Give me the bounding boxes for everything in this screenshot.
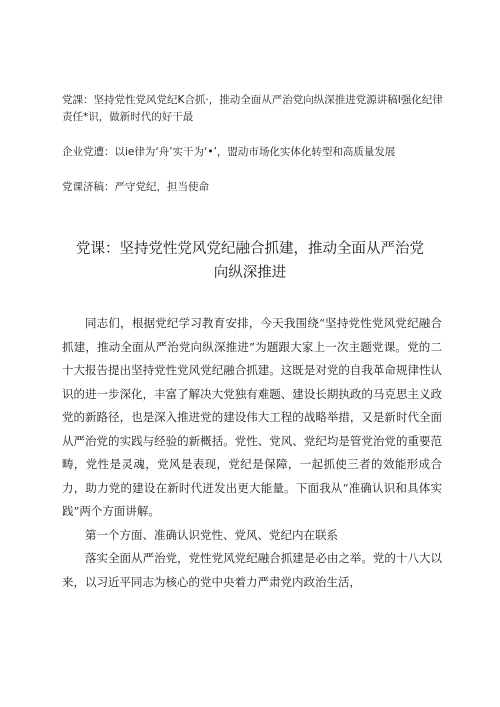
related-articles-list	[62, 92, 452, 214]
section-heading: 第一个方面、准确认识党性、党风、党纪内在联系	[85, 527, 338, 542]
document-title-line-2: 向纵深推进	[213, 265, 287, 281]
document-body	[62, 312, 442, 594]
related-article-link[interactable]: 党课济稿：严守党纪，担当使命	[62, 181, 209, 193]
document-title	[60, 237, 440, 285]
body-paragraph: 落实全面从严治党，党性党风党纪融合抓建是必由之举。党的十八大以来，以习近平同志为核心的党中央着力严肃党内政治生活，	[62, 551, 442, 589]
body-paragraph: 同志们，根据党纪学习教育安排，今天我围绕“坚持党性党风党纪融合抓建，推动全面从严治党向纵深推进”为题跟大家上一次主题党课。党的二十大报告提出坚持党性党风党纪融合抓建。这既是对党的自我革命规律性认识的进一步深化，丰富了解决大党独有难题、建设长期执政的马克思主义政党的新路径，也是深入推进党的建设伟大工程的战略举措，又是新时代全面从严治党的实践与经验的新概括。党性、党风、党纪均是管党治党的重要范畴，党性是灵魂，党风是表现，党纪是保障，一起抓使三者的效能形成合力，助力党的建设在新时代迸发出更大能量。下面我从“准确认识和具体实践”两个方面讲解。	[62, 316, 442, 518]
related-article-link[interactable]: 党課：坚持党性党风党纪K合抓·，推动全面从严治党向纵深推进党源讲稿I强化纪律责任*识，做新时代的好干最	[62, 94, 443, 123]
document-title-line-1: 党课：坚持党性党风党纪融合抓建，推动全面从严治党	[76, 241, 424, 257]
related-article-link[interactable]: 企业党遭：以ie律为‘舟’实干为‘•’，盟动市场化实体化转型和高质量发展	[62, 146, 396, 158]
